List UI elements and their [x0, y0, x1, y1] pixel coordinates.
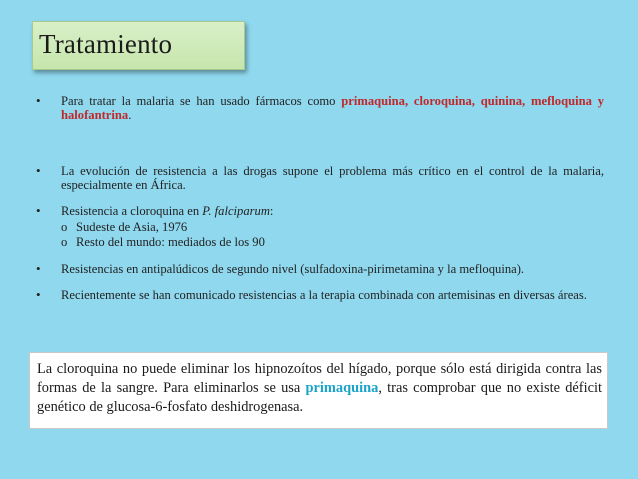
bullet-item — [36, 204, 604, 250]
bullet-list — [36, 94, 604, 302]
title-box — [32, 21, 245, 70]
bullet-item — [36, 164, 604, 192]
bullet-text: Resistencia a cloroquina en — [61, 204, 203, 218]
bullet-marker: • — [36, 261, 41, 276]
sub-bullet-marker: o — [61, 235, 68, 249]
slide-title: Tratamiento — [39, 29, 173, 59]
sub-bullet-marker: o — [61, 220, 68, 234]
note-text-end: , tras comprobar que no existe déficit genético de glucosa-6-fosfato deshidrogenasa. — [37, 380, 602, 415]
bullet-item — [36, 288, 604, 302]
bullet-marker: • — [36, 203, 41, 218]
bullet-text: Resistencias en antipalúdicos de segundo nivel (sulfadoxina-pirimetamina y la mefloquina). — [61, 262, 525, 276]
bullet-text: Recientemente se han comunicado resistencias a la terapia combinada con artemisinas en diversas áreas. — [61, 288, 587, 302]
note-highlight: primaquina — [305, 380, 379, 396]
bullet-text: Para tratar la malaria se han usado fármacos como — [61, 94, 342, 108]
bullet-item — [36, 94, 604, 122]
species-name: P. falciparum — [202, 204, 270, 218]
bullet-marker: • — [36, 287, 41, 302]
sub-item-text: Resto del mundo: mediados de los 90 — [76, 235, 265, 249]
drug-list-highlight: primaquina, cloroquina, quinina, mefloquina y halofantrina — [61, 94, 604, 122]
sub-list-item — [61, 220, 604, 235]
note-text: La cloroquina no puede eliminar los hipnozoítos del hígado, porque sólo está dirigida contra las formas de la sangre. Para eliminarlos se usa — [37, 361, 602, 396]
sub-list — [61, 220, 604, 250]
sub-list-item — [61, 235, 604, 250]
bullet-marker: • — [36, 93, 41, 108]
note-box — [29, 352, 608, 429]
sub-item-text: Sudeste de Asia, 1976 — [76, 220, 188, 234]
bullet-text-end: : — [269, 204, 274, 218]
bullet-marker: • — [36, 163, 41, 178]
bullet-text-end: . — [128, 108, 132, 122]
bullet-text: La evolución de resistencia a las drogas supone el problema más crítico en el control de la malaria, especialmente en África. — [61, 164, 604, 192]
bullet-item — [36, 262, 604, 276]
